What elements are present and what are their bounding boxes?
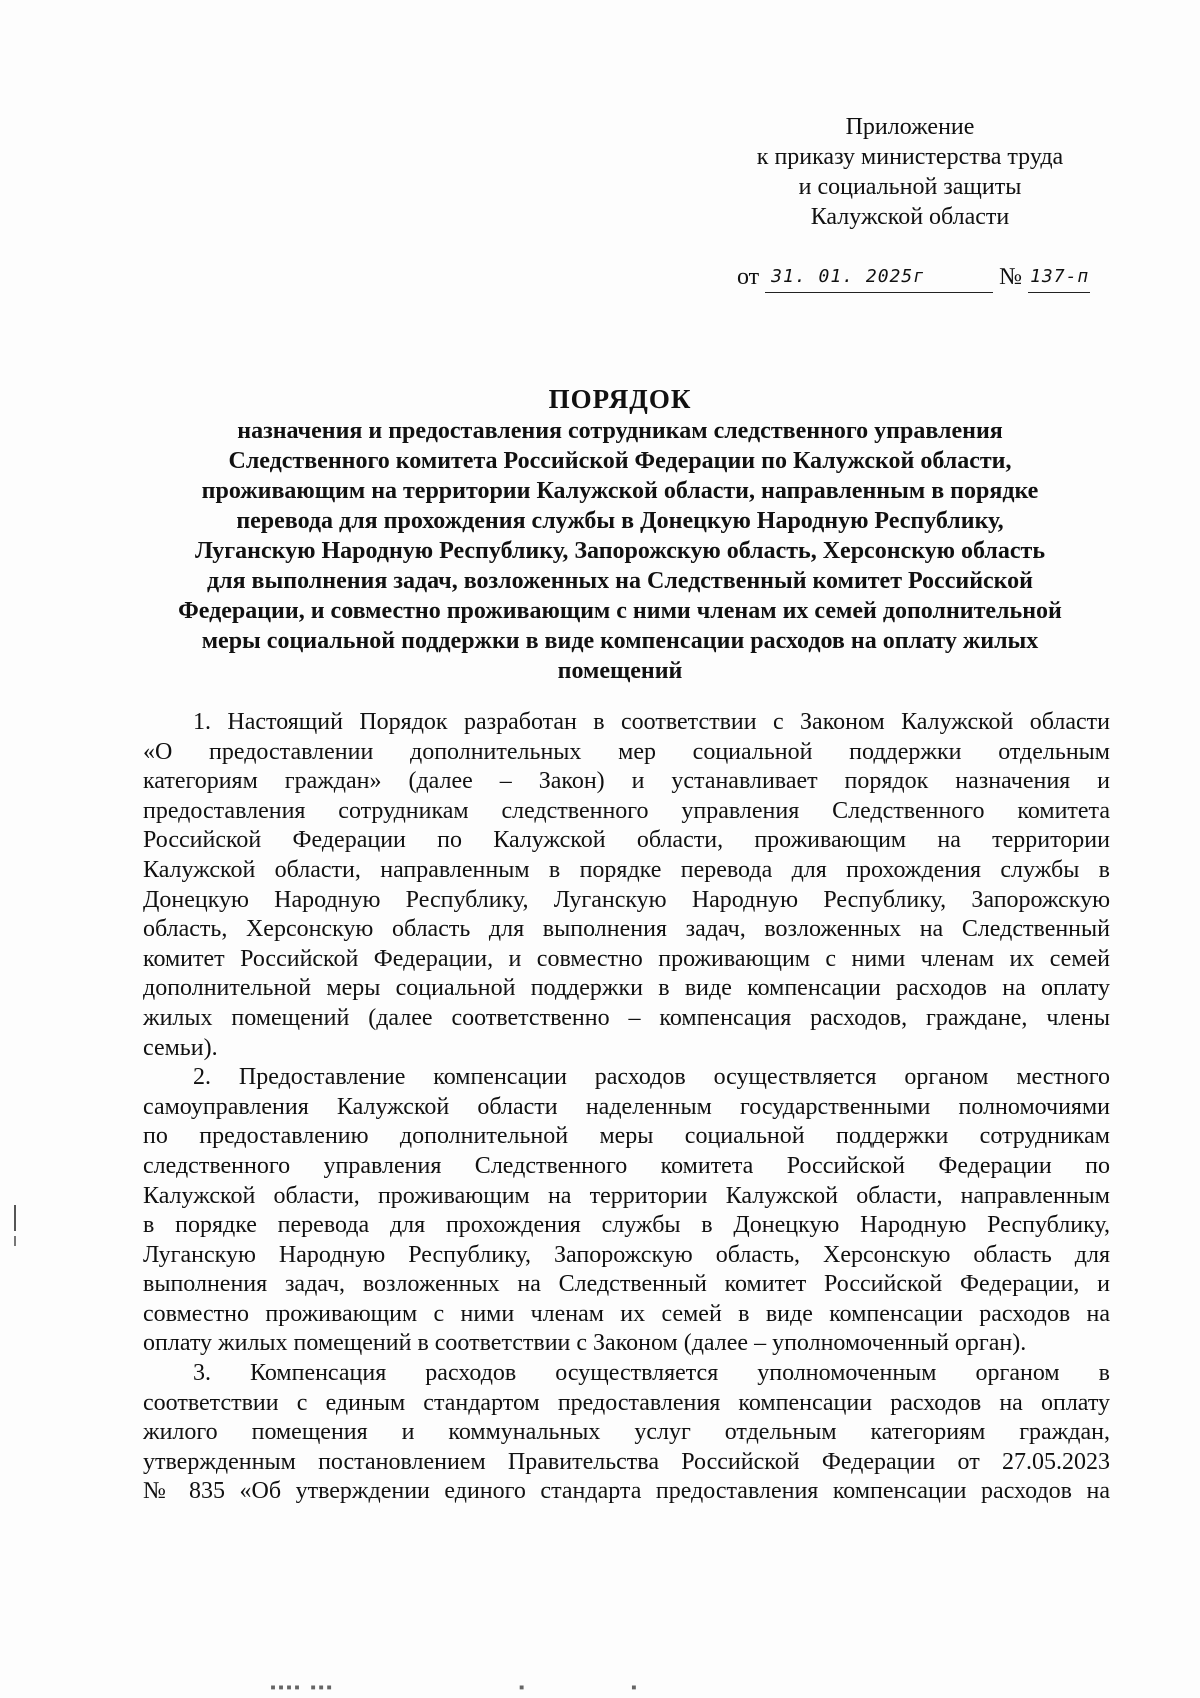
paragraph-line: 1. Настоящий Порядок разработан в соответствии с Законом Калужской области (193, 709, 1110, 735)
subtitle-line: проживающим на территории Калужской области, направленным в порядке (201, 478, 1039, 504)
document-body (143, 708, 1110, 1507)
paragraph-line: предоставления сотрудникам следственного управления Следственного комитета (143, 797, 1110, 824)
subtitle-line: перевода для прохождения службы в Донецкую Народную Республику, (236, 508, 1004, 534)
paragraph-line: в порядке перевода для прохождения службы в Донецкую Народную Республику, (143, 1212, 1110, 1239)
paragraph-line: комитет Российской Федерации, и совместно проживающим с ними членам их семей (143, 945, 1110, 972)
subtitle-line: меры социальной поддержки в виде компенсации расходов на оплату жилых (201, 628, 1039, 654)
paragraph-line: выполнения задач, возложенных на Следственный комитет Российской Федерации, и (143, 1271, 1110, 1298)
paragraph-line: утвержденным постановлением Правительства Российской Федерации от 27.05.2023 (143, 1448, 1110, 1475)
paragraph-line: «О предоставлении дополнительных мер социальной поддержки отдельным (143, 738, 1110, 765)
paragraph-line: категориям граждан» (далее – Закон) и устанавливает порядок назначения и (143, 768, 1110, 795)
paragraph-line: Калужской области, направленным в порядке перевода для прохождения службы в (143, 856, 1110, 883)
paragraph-line: Луганскую Народную Республику, Запорожскую область, Херсонскую область для (143, 1241, 1110, 1268)
appendix-block (720, 112, 1100, 232)
handwritten-number: 137-п (1030, 266, 1090, 287)
document-subtitle (140, 416, 1100, 686)
scan-artifact: ▪▪▪▪ ▪▪▪ ▪ ▪ (270, 1682, 639, 1693)
paragraph-line: оплату жилых помещений в соответствии с Законом (далее – уполномоченный орган). (143, 1330, 1027, 1357)
paragraph-line: жилых помещений (далее соответственно – компенсация расходов, граждане, члены (143, 1004, 1110, 1031)
paragraph-line: область, Херсонскую область для выполнения задач, возложенных на Следственный (143, 916, 1110, 943)
paragraph-line: совместно проживающим с ними членам их семей в виде компенсации расходов на (143, 1300, 1110, 1327)
number-field (1028, 262, 1090, 293)
scan-margin-mark (14, 1205, 16, 1231)
order-reference (737, 262, 1090, 293)
paragraph-line: дополнительной меры социальной поддержки в виде компенсации расходов на оплату (143, 975, 1110, 1002)
number-label: № (999, 264, 1023, 290)
appendix-line: Калужской области (810, 204, 1010, 230)
from-label: от (737, 264, 760, 290)
subtitle-line: Луганскую Народную Республику, Запорожскую область, Херсонскую область (194, 538, 1046, 564)
subtitle-line: для выполнения задач, возложенных на Следственный комитет Российской (206, 568, 1034, 594)
subtitle-line: Федерации, и совместно проживающим с ними членам их семей дополнительной (178, 598, 1062, 624)
paragraph-line: по предоставлению дополнительной меры социальной поддержки сотрудникам (143, 1123, 1110, 1150)
handwritten-date: 31. 01. 2025г (771, 266, 926, 287)
scan-margin-mark (14, 1236, 16, 1246)
paragraph-line: 3. Компенсация расходов осуществляется уполномоченным органом в (193, 1360, 1110, 1387)
document-heading (140, 382, 1100, 686)
paragraph-line: жилого помещения и коммунальных услуг отдельным категориям граждан, (143, 1419, 1110, 1446)
appendix-line: Приложение (845, 114, 975, 140)
appendix-line: и социальной защиты (798, 174, 1022, 200)
paragraph-line: самоуправления Калужской области наделенным государственными полномочиями (143, 1093, 1110, 1120)
paragraph-line: Калужской области, проживающим на территории Калужской области, направленным (143, 1182, 1110, 1209)
document-title: ПОРЯДОК (548, 384, 692, 414)
appendix-line: к приказу министерства труда (756, 144, 1064, 170)
paragraph-line: 2. Предоставление компенсации расходов осуществляется органом местного (193, 1064, 1110, 1091)
paragraph-line: Российской Федерации по Калужской области, проживающим на территории (143, 827, 1110, 854)
subtitle-line: Следственного комитета Российской Федерации по Калужской области, (228, 448, 1012, 474)
paragraph-line: соответствии с единым стандартом предоставления компенсации расходов на оплату (143, 1389, 1110, 1416)
paragraph-line: Донецкую Народную Республику, Луганскую Народную Республику, Запорожскую (143, 886, 1110, 913)
paragraph-line: № 835 «Об утверждении единого стандарта предоставления компенсации расходов на (143, 1478, 1110, 1505)
subtitle-line: назначения и предоставления сотрудникам следственного управления (237, 418, 1003, 444)
subtitle-line: помещений (557, 658, 683, 684)
paragraph-line: следственного управления Следственного комитета Российской Федерации по (143, 1152, 1110, 1179)
date-field (765, 262, 993, 293)
paragraph-line: семьи). (143, 1034, 218, 1061)
